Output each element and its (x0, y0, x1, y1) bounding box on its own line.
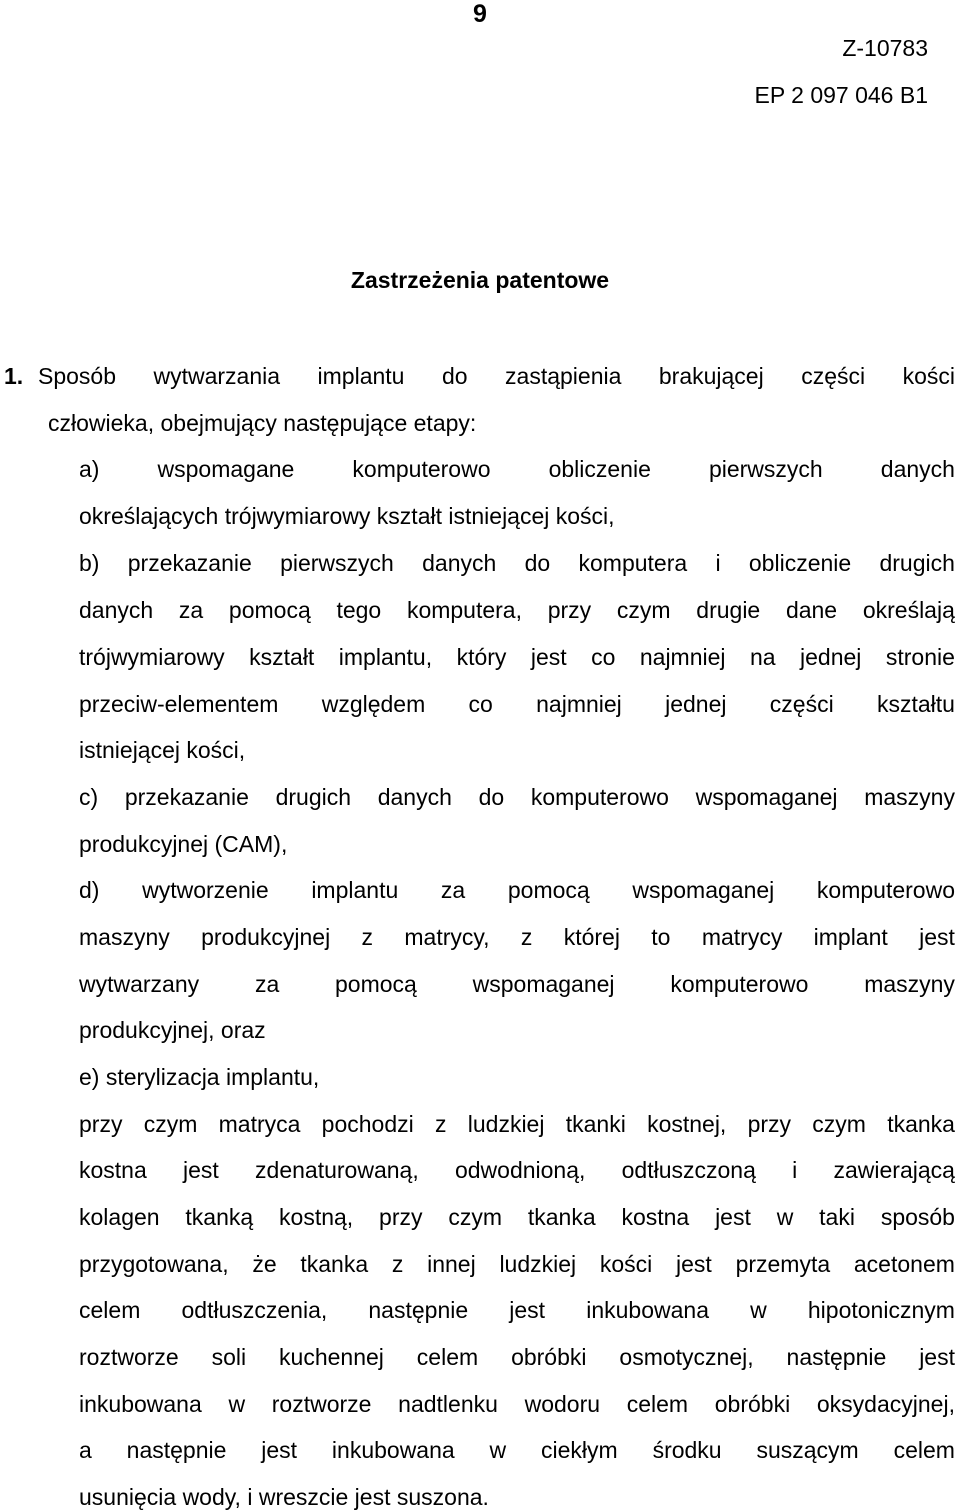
claim-line: d) wytworzenie implantu za pomocą wspomaganej komputerowo (79, 877, 955, 903)
claim-line: roztworze soli kuchennej celem obróbki osmotycznej, następnie jest (79, 1344, 955, 1370)
claim-line: inkubowana w roztworze nadtlenku wodoru celem obróbki oksydacyjnej, (79, 1391, 955, 1417)
claim-line: produkcyjnej (CAM), (79, 831, 288, 857)
claim-line: maszyny produkcyjnej z matrycy, z której to matrycy implant jest (79, 924, 955, 950)
claim-line: przeciw-elementem względem co najmniej jednej części kształtu (79, 691, 955, 717)
claim-line: kostna jest zdenaturowaną, odwodnioną, odtłuszczoną i zawierającą (79, 1157, 955, 1183)
claim-line: e) sterylizacja implantu, (79, 1064, 320, 1090)
claim-line: człowieka, obejmujący następujące etapy: (48, 410, 477, 436)
claim-number: 1. (4, 363, 24, 389)
page-number: 9 (473, 0, 487, 28)
patent-number: EP 2 097 046 B1 (754, 82, 928, 108)
claim-line: celem odtłuszczenia, następnie jest inkubowana w hipotonicznym (79, 1297, 955, 1323)
claim-line: a) wspomagane komputerowo obliczenie pierwszych danych (79, 456, 955, 482)
claim-line: danych za pomocą tego komputera, przy czym drugie dane określają (79, 597, 955, 623)
claim-line: przygotowana, że tkanka z innej ludzkiej kości jest przemyta acetonem (79, 1251, 955, 1277)
document-reference-code: Z-10783 (842, 35, 928, 61)
claim-line: c) przekazanie drugich danych do komputerowo wspomaganej maszyny (79, 784, 955, 810)
claim-line: b) przekazanie pierwszych danych do komputera i obliczenie drugich (79, 550, 955, 576)
claim-line: określających trójwymiarowy kształt istniejącej kości, (79, 503, 615, 529)
claim-line: trójwymiarowy kształt implantu, który jest co najmniej na jednej stronie (79, 644, 955, 670)
claim-line: kolagen tkanką kostną, przy czym tkanka kostna jest w taki sposób (79, 1204, 955, 1230)
section-title: Zastrzeżenia patentowe (350, 267, 610, 293)
claim-line: usunięcia wody, i wreszcie jest suszona. (79, 1484, 489, 1510)
claim-line: Sposób wytwarzania implantu do zastąpienia brakującej części kości (38, 363, 955, 389)
claim-line: istniejącej kości, (79, 737, 246, 763)
claim-line: wytwarzany za pomocą wspomaganej komputerowo maszyny (79, 971, 955, 997)
claim-line: produkcyjnej, oraz (79, 1017, 266, 1043)
claim-line: a następnie jest inkubowana w ciekłym środku suszącym celem (79, 1437, 955, 1463)
claim-line: przy czym matryca pochodzi z ludzkiej tkanki kostnej, przy czym tkanka (79, 1111, 955, 1137)
